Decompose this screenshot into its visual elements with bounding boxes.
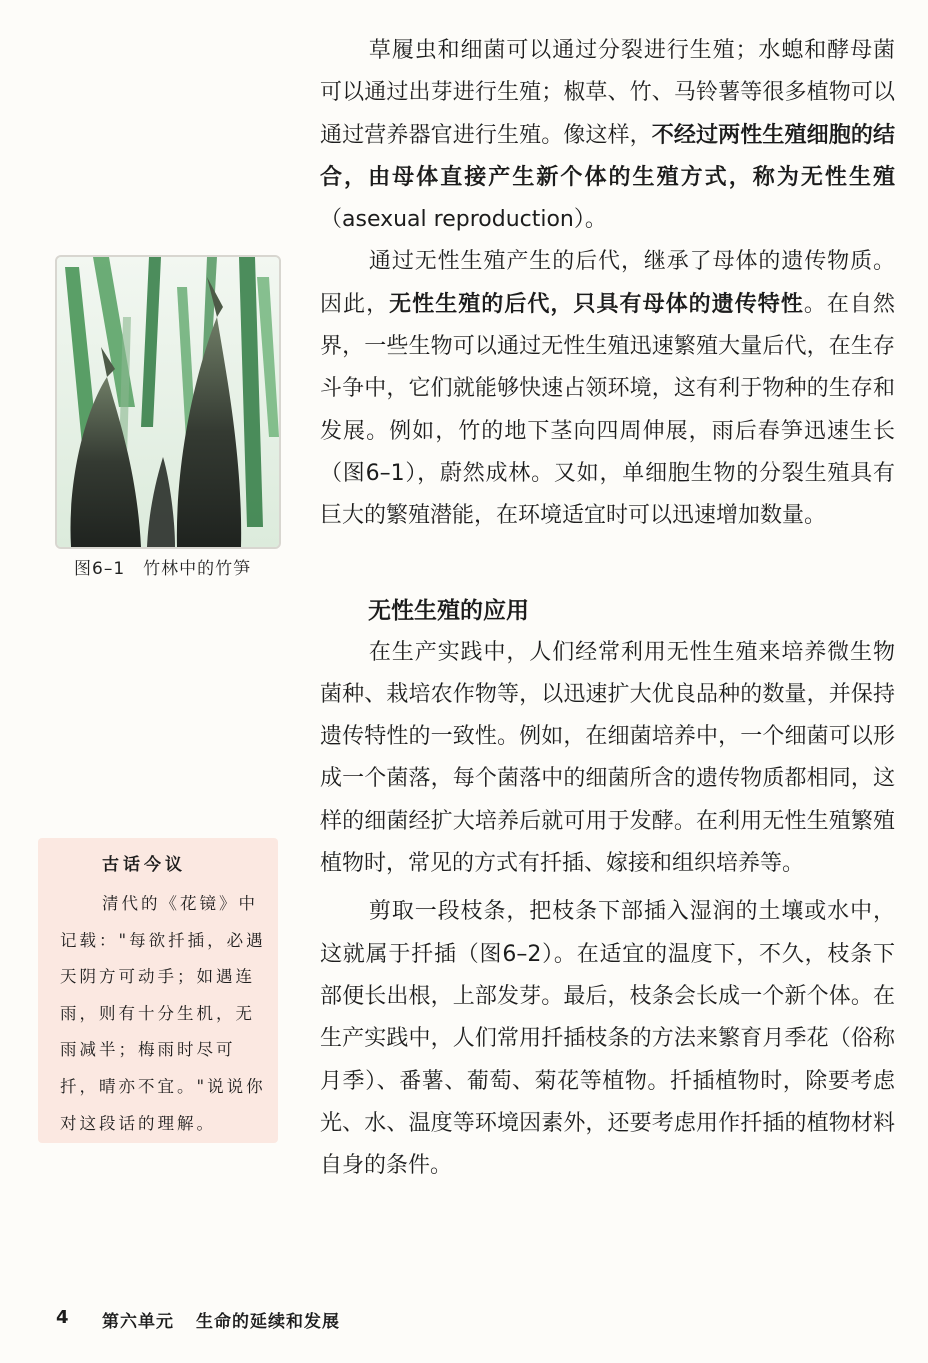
offspring-bold: 无性生殖的后代，只具有母体的遗传特性 — [389, 291, 804, 317]
definition-bold: 不经过两性生殖细胞的结合，由母体直接产生新个体的生殖方式，称为无性生殖 — [320, 122, 895, 190]
main-text-column — [320, 30, 895, 1187]
paragraph-application: 在生产实践中，人们经常利用无性生殖来培养微生物菌种、栽培农作物等，以迅速扩大优良品种的数量，并保持遗传特性的一致性。例如，在细菌培养中，一个细菌可以形成一个菌落，每个菌落中的细菌所含的遗传物质都相同，这样的细菌经扩大培养后就可用于发酵。在利用无性生殖繁殖植物时，常见的方式有扦插、嫁接和组织培养等。 — [320, 639, 895, 877]
ancient-saying-sidebar — [38, 838, 278, 1143]
paragraph-asexual-definition: 草履虫和细菌可以通过分裂进行生殖；水螅和酵母菌可以通过出芽进行生殖；椒草、竹、马铃薯等很多植物可以通过营养器官进行生殖。像这样，不经过两性生殖细胞的结合，由母体直接产生新个体的生殖方式，称为无性生殖（asexual reproduction）。 — [320, 38, 895, 233]
paragraph-offspring: 通过无性生殖产生的后代，继承了母体的遗传物质。因此，无性生殖的后代，只具有母体的遗传特性。在自然界，一些生物可以通过无性生殖迅速繁殖大量后代，在生存斗争中，它们就能够快速占领环境，这有利于物种的生存和发展。例如，竹的地下茎向四周伸展，雨后春笋迅速生长（图6–1），蔚然成林。又如，单细胞生物的分裂生殖具有巨大的繁殖潜能，在环境适宜时可以迅速增加数量。 — [320, 249, 895, 529]
sidebar-body: 清代的《花镜》中记载："每欲扦插，必遇天阴方可动手；如遇连雨，则有十分生机，无雨减半；梅雨时尽可扦，晴亦不宜。"说说你对这段话的理解。 — [60, 894, 266, 1133]
bamboo-shoot-illustration — [57, 257, 279, 547]
sidebar-title: 古话今议 — [102, 855, 186, 875]
page-number: 4 — [56, 1307, 69, 1328]
footer-title: 生命的延续和发展 — [196, 1312, 340, 1332]
paragraph-cutting: 剪取一段枝条，把枝条下部插入湿润的土壤或水中，这就属于扦插（图6–2）。在适宜的温度下，不久，枝条下部便长出根，上部发芽。最后，枝条会长成一个新个体。在生产实践中，人们常用扦插枝条的方法来繁育月季花（俗称月季）、番薯、葡萄、菊花等植物。扦插植物时，除要考虑光、水、温度等环境因素外，还要考虑用作扦插的植物材料自身的条件。 — [320, 899, 895, 1179]
bamboo-shoot-photo — [55, 255, 281, 549]
footer-unit: 第六单元 — [102, 1312, 174, 1332]
figure-caption: 图6–1 竹林中的竹笋 — [74, 559, 252, 579]
section-title: 无性生殖的应用 — [368, 597, 529, 624]
